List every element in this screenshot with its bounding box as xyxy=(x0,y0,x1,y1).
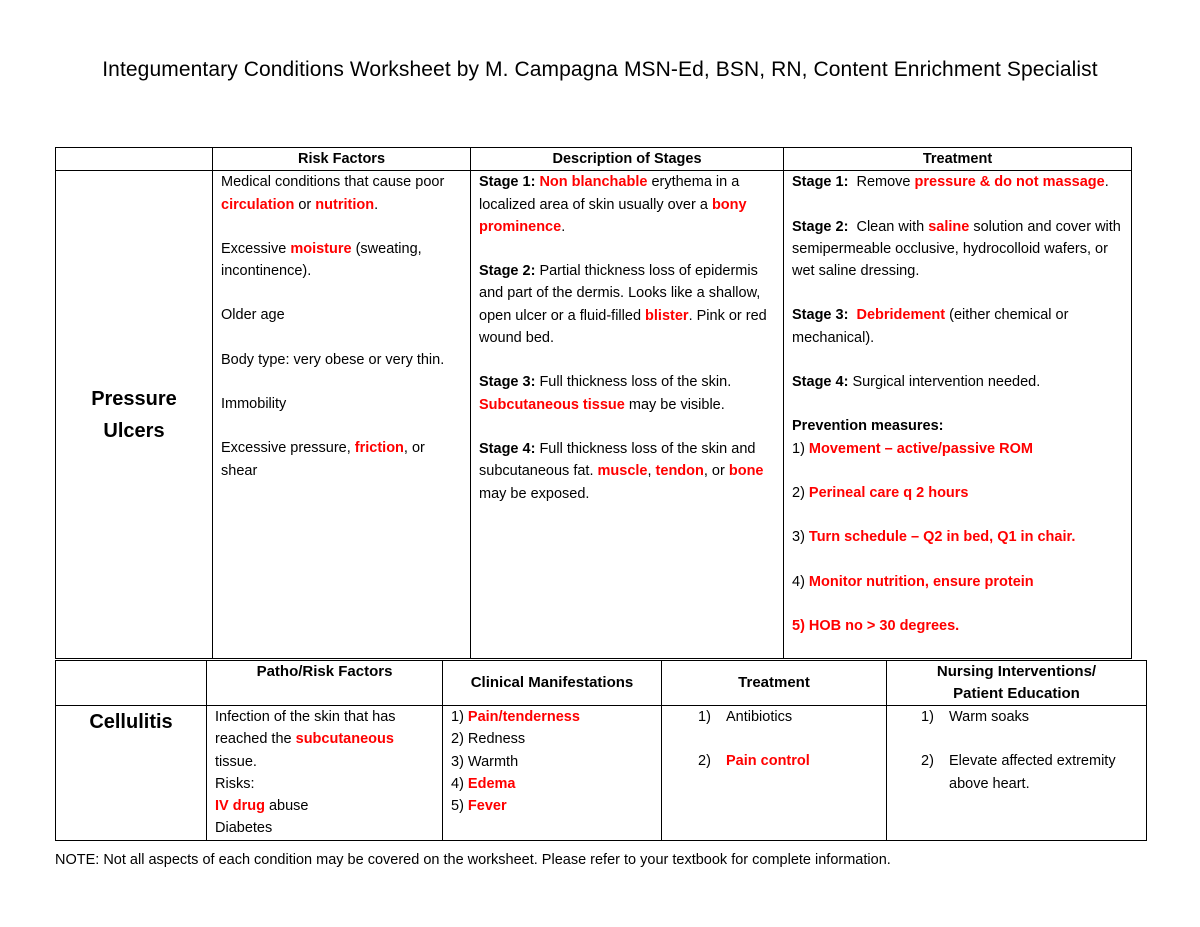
prevention-item: 1) Movement – active/passive ROM xyxy=(792,440,1033,457)
cellulitis-treatment-cell xyxy=(662,706,887,841)
prevention-item: 4) Monitor nutrition, ensure protein xyxy=(792,573,1034,590)
list-item: 2) Pain control xyxy=(698,753,810,770)
risk-item: Older age xyxy=(221,307,285,324)
treatment-stage-1: Stage 1: Remove pressure & do not massage. xyxy=(792,174,1109,191)
cellulitis-row xyxy=(56,706,1147,841)
risk-item: Medical conditions that cause poor circulation or nutrition. xyxy=(221,174,445,213)
table-header-row xyxy=(56,148,1132,171)
risk-item: Excessive pressure, friction, or shear xyxy=(221,440,425,479)
prevention-label: Prevention measures: xyxy=(792,418,944,435)
prevention-item: 2) Perineal care q 2 hours xyxy=(792,484,969,501)
empty-header-cell xyxy=(56,148,213,171)
manifestations-header: Clinical Manifestations xyxy=(443,661,662,706)
list-item: 5) Fever xyxy=(451,798,507,815)
risk-item: Immobility xyxy=(221,396,287,413)
stage-2: Stage 2: Partial thickness loss of epidermis and part of the dermis. Looks like a shallow, open ulcer or a fluid-filled blister. Pink or red wound bed. xyxy=(479,263,767,347)
cellulitis-label: Cellulitis xyxy=(56,706,207,841)
risk-item: Excessive moisture (sweating, incontinence). xyxy=(221,240,422,280)
treatment-stage-3: Stage 3: Debridement (either chemical or mechanical). xyxy=(792,307,1069,346)
stage-1: Stage 1: Non blanchable erythema in a localized area of skin usually over a bony prominence. xyxy=(479,174,747,235)
list-item: 1) Antibiotics xyxy=(698,709,793,725)
patho-header: Patho/Risk Factors xyxy=(207,661,443,706)
risk-factors-header: Risk Factors xyxy=(213,148,471,171)
cellulitis-table xyxy=(55,660,1147,841)
document-title: Integumentary Conditions Worksheet by M. Campagna MSN-Ed, BSN, RN, Content Enrichment Specialist xyxy=(102,58,1098,81)
list-item: 1) Warm soaks xyxy=(921,709,1030,725)
pressure-ulcers-row xyxy=(56,171,1132,659)
stages-cell xyxy=(471,171,784,659)
treatment-stage-2: Stage 2: Clean with saline solution and cover with semipermeable occlusive, hydrocolloid wafers, or wet saline dressing. xyxy=(792,218,1121,280)
list-item: 3) Warmth xyxy=(451,753,519,770)
treatment-cell xyxy=(784,171,1132,659)
risk-item: Body type: very obese or very thin. xyxy=(221,351,445,368)
list-item: 2) Redness xyxy=(451,731,526,748)
table-header-row xyxy=(56,661,1147,706)
prevention-item: 5) HOB no > 30 degrees. xyxy=(792,617,960,634)
risk-factors-cell xyxy=(213,171,471,659)
empty-header-cell xyxy=(56,661,207,706)
prevention-item: 3) Turn schedule – Q2 in bed, Q1 in chair. xyxy=(792,529,1076,546)
footnote: NOTE: Not all aspects of each condition may be covered on the worksheet. Please refer to your textbook for complete information. xyxy=(55,852,891,868)
nursing-header: Nursing Interventions/ Patient Education xyxy=(887,661,1147,706)
patho-cell: Infection of the skin that has reached the subcutaneous tissue. Risks: IV drug abuse Diabetes xyxy=(207,706,443,841)
manifestations-cell xyxy=(443,706,662,841)
stages-header: Description of Stages xyxy=(471,148,784,171)
list-item: 1) Pain/tenderness xyxy=(451,709,580,725)
treatment-header: Treatment xyxy=(784,148,1132,171)
list-item: 2) Elevate affected extremity above heart. xyxy=(921,753,1116,792)
stage-4: Stage 4: Full thickness loss of the skin and subcutaneous fat. muscle, tendon, or bone may be exposed. xyxy=(479,440,764,502)
nursing-cell xyxy=(887,706,1147,841)
pressure-ulcers-label: Pressure Ulcers xyxy=(56,171,213,659)
treatment-header: Treatment xyxy=(662,661,887,706)
pressure-ulcers-table xyxy=(55,147,1132,659)
list-item: 4) Edema xyxy=(451,775,516,792)
stage-3: Stage 3: Full thickness loss of the skin. Subcutaneous tissue may be visible. xyxy=(479,374,732,413)
treatment-stage-4: Stage 4: Surgical intervention needed. xyxy=(792,374,1041,391)
